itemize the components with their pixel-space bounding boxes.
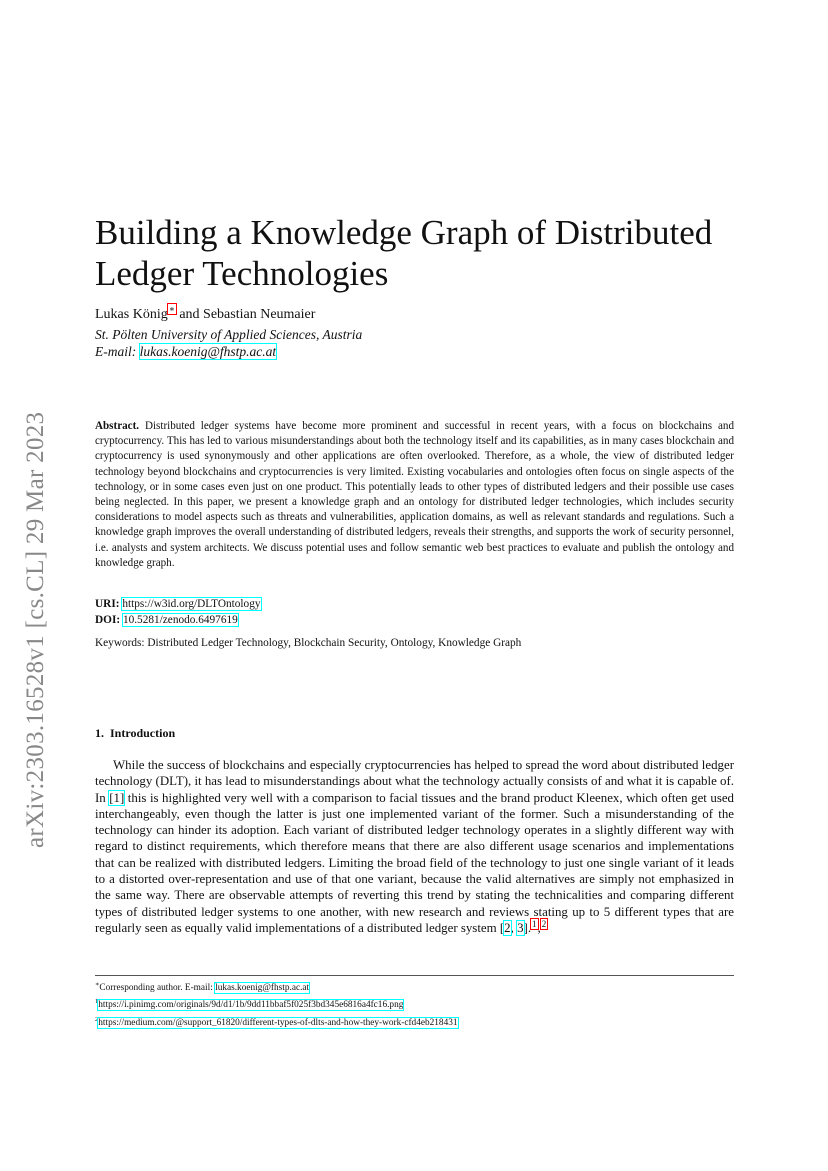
citation-bracket-open: [ [499, 920, 505, 935]
citation-2[interactable]: 2 [504, 920, 511, 935]
email-link[interactable]: lukas.koenig@fhstp.ac.at [139, 344, 277, 359]
footnote-text: Corresponding author. E-mail: [99, 983, 216, 994]
citation-separator: , [510, 920, 518, 935]
doi-link[interactable]: 10.5281/zenodo.6497619 [122, 613, 238, 626]
identifiers [95, 597, 261, 628]
citation-bracket-close: ]. [523, 920, 532, 935]
footnote-email-link[interactable]: lukas.koenig@fhstp.ac.at [215, 983, 310, 994]
intro-text-2: this is highlighted very well with a comparison to facial tissues and the brand product Kleenex, which often get used interchangeably, even though the latter is just one implemented variant of the former. Such a misunderstanding of the technology can hinder its adoption. Each variant of distributed ledger technology operates in a slightly different way with regard to distinct requirements, which therefore means that there are also different usage scenarios and implementations that can be realized with distributed ledgers. Limiting the broad field of the technology to just one single variant of it leads to a distorted over-representation and use of that one variant, because the valid alternatives are simply not emphasized in the same way. There are observable attempts of reverting this trend by stating the technicalities and comparing different types of distributed ledger systems to one another, with new research and reviews stating up to 5 different types that are regularly seen as equally valid implementations of a distributed ledger system [95, 790, 735, 935]
footnote-corresponding [95, 978, 458, 995]
abstract-label: Abstract. [95, 420, 140, 432]
footnote-1 [95, 995, 458, 1012]
citation-1[interactable]: [1] [109, 790, 125, 805]
section-heading [95, 726, 175, 741]
section-number: 1. [95, 726, 104, 740]
email-label: E-mail: [95, 344, 140, 359]
footnote-mark: 1 [95, 998, 99, 1006]
affiliation: St. Pölten University of Applied Sciences, Austria [95, 327, 363, 342]
email-line [95, 343, 276, 361]
uri-link[interactable]: https://w3id.org/DLTOntology [122, 598, 261, 610]
abstract-text: Distributed ledger systems have become more prominent and successful in recent years, with a focus on blockchains and cryptocurrency. This has led to various misunderstandings about both the technology itself and its capabilities, as in many cases blockchain and cryptocurrency is used synonymously and other applications are often overlooked. Therefore, as a whole, the view of distributed ledger technology beyond blockchains and cryptocurrencies is very limited. Existing vocabularies and ontologies often focus on single aspects of the technology, or in some cases even just on one product. This potentially leads to other types of distributed ledgers and their possible use cases being neglected. In this paper, we present a knowledge graph and an ontology for distributed ledger technologies, which includes security considerations to model aspects such as threats and vulnerabilities, application domains, as well as relevant standards and regulations. Such a knowledge graph improves the overall understanding of distributed ledgers, reveals their strengths, and supports the work of security personnel, i.e. analysts and system architects. We discuss potential uses and follow semantic web best practices to evaluate and publish the ontology and knowledge graph. [95, 420, 734, 569]
footnote-2-link[interactable]: https://medium.com/@support_61820/different-types-of-dlts-and-how-they-work-cfd4eb218431 [98, 1017, 458, 1028]
intro-text-1: While the success of blockchains and especially cryptocurrencies has helped to spread the word about distributed ledger technology (DLT), it has lead to misunderstandings about what the technology actually consists of and what it is capable of. In [95, 758, 734, 805]
footnote-mark-1[interactable]: 1 [532, 918, 537, 929]
footnotes [95, 978, 458, 1030]
uri-label: URI: [95, 598, 120, 610]
keywords: Keywords: Distributed Ledger Technology, Blockchain Security, Ontology, Knowledge Graph [95, 637, 522, 649]
uri-line [95, 597, 261, 613]
coauthor-text: and Sebastian Neumaier [175, 307, 316, 322]
doi-line [95, 613, 261, 629]
footnote-rule [95, 975, 734, 976]
paper-title: Building a Knowledge Graph of Distributed Ledger Technologies [95, 213, 713, 293]
footnote-1-link[interactable]: https://i.pinimg.com/originals/9d/d1/1b/9dd11bbaf5f025f3bd345e6816a4fc16.png [98, 1000, 404, 1011]
author-name: Lukas König [95, 307, 168, 322]
authors-line [95, 306, 315, 324]
corresponding-author-mark[interactable]: ∗ [168, 304, 175, 315]
footnote-2 [95, 1013, 458, 1030]
doi-label: DOI: [95, 613, 121, 626]
citation-3[interactable]: 3 [517, 920, 524, 935]
footnote-mark-2[interactable]: 2 [541, 918, 547, 929]
footnote-mark: 2 [95, 1015, 99, 1023]
arxiv-identifier: arXiv:2303.16528v1 [cs.CL] 29 Mar 2023 [22, 411, 49, 848]
footnote-mark: ∗ [95, 981, 100, 988]
section-title: Introduction [110, 726, 176, 740]
introduction-paragraph: While the success of blockchains and especially cryptocurrencies has helped to spread the word about distributed ledger technology (DLT), it has lead to misunderstandings about what the technology actually consists of and what it is capable of. In [1] this is highlighted very well with a comparison to facial tissues and the brand product Kleenex, which often get used interchangeably, even though the latter is just one implemented variant of the former. Such a misunderstanding of the technology can hinder its adoption. Each variant of distributed ledger technology operates in a slightly different way with regard to distinct requirements, which therefore means that there are also different usage scenarios and implementations that can be realized with distributed ledgers. Limiting the broad field of the technology to just one single variant of it leads to a distorted over-representation and use of that one variant, because the valid alternatives are simply not emphasized in the same way. There are observable attempts of reverting this trend by stating the technicalities and comparing different types of distributed ledger systems to one another, with new research and reviews stating up to 5 different types that are regularly seen as equally valid implementations of a distributed ledger system [2, 3].$^1$,$^2$ [95, 758, 735, 935]
abstract [95, 419, 734, 571]
